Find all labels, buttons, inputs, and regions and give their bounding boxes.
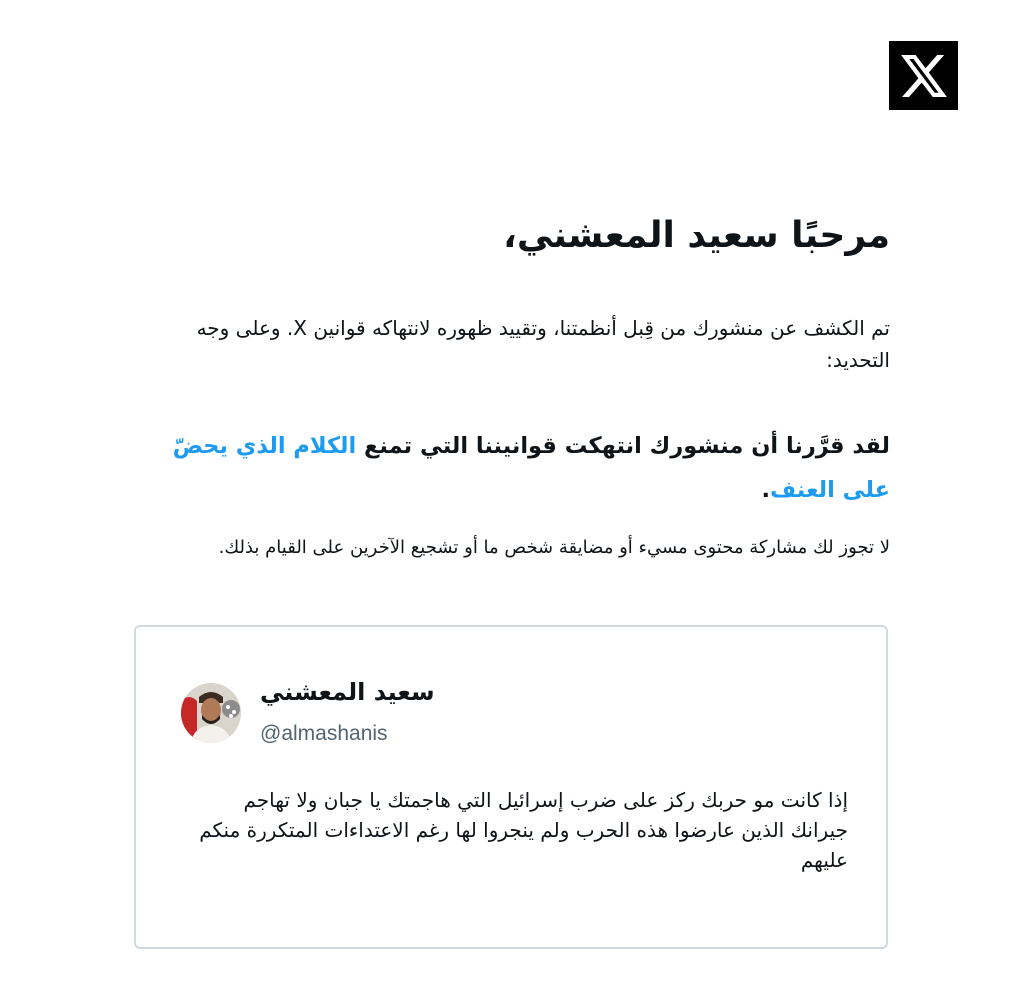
rule-link[interactable]: الكلام الذي يحضّ على العنف xyxy=(172,433,890,503)
rule-description: لا تجوز لك مشاركة محتوى مسيء أو مضايقة شخص ما أو تشجيع الآخرين على القيام بذلك. xyxy=(218,537,890,558)
violated-rule-statement xyxy=(134,424,890,512)
tweet-display-name[interactable]: سعيد المعشني xyxy=(260,678,435,706)
avatar-image xyxy=(181,683,241,743)
tweet-text: إذا كانت مو حربك ركز على ضرب إسرائيل التي هاجمتك يا جبان ولا تهاجم جيرانك الذين عارضوا هذه الحرب ولم ينجروا لها رغم الاعتداءات المتكررة منكم عليهم xyxy=(199,788,848,872)
x-logo-icon xyxy=(889,41,958,110)
greeting-heading: مرحبًا سعيد المعشني، xyxy=(503,215,890,256)
tweet-card[interactable] xyxy=(134,625,888,949)
x-logo-glyph xyxy=(901,55,947,97)
tweet-handle[interactable]: @almashanis xyxy=(260,722,388,745)
rule-statement-suffix: . xyxy=(761,477,770,503)
rule-statement-prefix: لقد قرَّرنا أن منشورك انتهكت قوانيننا التي تمنع xyxy=(356,433,890,459)
violation-intro-text: تم الكشف عن منشورك من قِبل أنظمتنا، وتقييد ظهوره لانتهاكه قوانين X. وعلى وجه التحديد: xyxy=(196,316,890,372)
user-avatar[interactable] xyxy=(181,683,241,743)
